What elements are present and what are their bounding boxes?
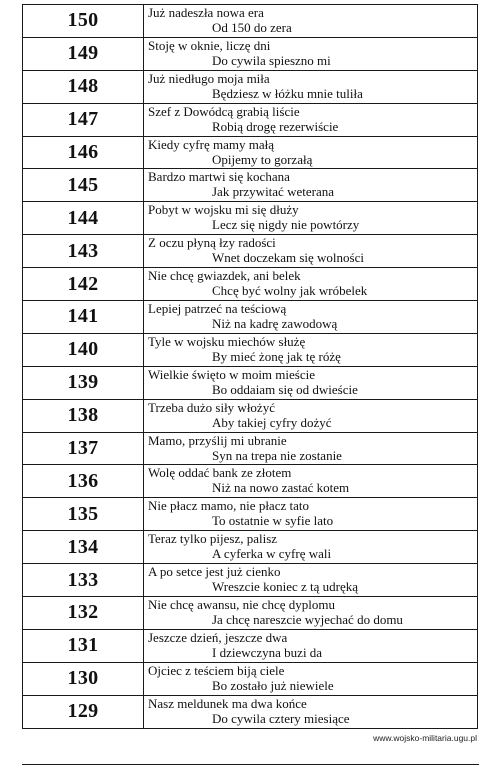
- verse-line-2: Wnet doczekam się wolności: [212, 250, 364, 266]
- verse-line-1: Lepiej patrzeć na teściową: [148, 301, 287, 317]
- verse-cell: [144, 268, 477, 300]
- table-row: [23, 104, 477, 137]
- verse-line-1: Nie chcę awansu, nie chcę dyplomu: [148, 597, 335, 613]
- verse-cell: [144, 597, 477, 629]
- verse-line-1: Ojciec z teściem biją ciele: [148, 662, 285, 678]
- verse-line-2: Aby takiej cyfry dożyć: [212, 414, 332, 430]
- day-number: 146: [23, 137, 144, 169]
- verse-cell: [144, 433, 477, 465]
- verse-line-1: Szef z Dowódcą grabią liście: [148, 103, 300, 119]
- table-row: [23, 38, 477, 71]
- verse-cell: [144, 465, 477, 497]
- table-row: [23, 268, 477, 301]
- verse-line-1: A po setce jest już cienko: [148, 564, 281, 580]
- verse-line-2: Niż na kadrę zawodową: [212, 316, 338, 332]
- day-number: 149: [23, 38, 144, 70]
- table-row: [23, 334, 477, 367]
- verse-line-1: Trzeba dużo siły włożyć: [148, 399, 275, 415]
- verse-line-1: Już niedługo moja miła: [148, 70, 270, 86]
- verse-line-2: I dziewczyna buzi da: [212, 644, 323, 660]
- table-row: [23, 5, 477, 38]
- verse-line-1: Bardzo martwi się kochana: [148, 169, 290, 185]
- verse-line-2: Lecz się nigdy nie powtórzy: [212, 217, 360, 233]
- verse-line-2: Do cywila spieszno mi: [212, 52, 331, 68]
- verse-line-2: Chcę być wolny jak wróbelek: [212, 283, 368, 299]
- verse-line-2: Od 150 do zera: [212, 20, 292, 35]
- countdown-table: [22, 4, 478, 729]
- verse-line-2: Jak przywitać weterana: [212, 184, 334, 200]
- day-number: 129: [23, 696, 144, 728]
- verse-line-2: A cyferka w cyfrę wali: [212, 546, 332, 562]
- table-row: [23, 137, 477, 170]
- verse-cell: [144, 71, 477, 103]
- day-number: 148: [23, 71, 144, 103]
- verse-cell: [144, 334, 477, 366]
- day-number: 134: [23, 531, 144, 563]
- table-row: [23, 597, 477, 630]
- verse-line-2: Wreszcie koniec z tą udręką: [212, 579, 359, 595]
- table-row: [23, 71, 477, 104]
- verse-line-1: Pobyt w wojsku mi się dłuży: [148, 202, 299, 218]
- verse-line-2: Syn na trepa nie zostanie: [212, 447, 342, 463]
- day-number: 138: [23, 400, 144, 432]
- verse-line-1: Mamo, przyślij mi ubranie: [148, 432, 287, 448]
- table-row: [23, 696, 477, 729]
- verse-cell: [144, 38, 477, 70]
- day-number: 142: [23, 268, 144, 300]
- table-row: [23, 301, 477, 334]
- day-number: 150: [23, 5, 144, 37]
- day-number: 135: [23, 498, 144, 530]
- day-number: 147: [23, 104, 144, 136]
- verse-line-1: Stoję w oknie, liczę dni: [148, 37, 271, 53]
- footer-url: www.wojsko-militaria.ugu.pl: [373, 733, 477, 743]
- day-number: 130: [23, 663, 144, 695]
- verse-cell: [144, 564, 477, 596]
- bottom-rule: [22, 764, 479, 765]
- verse-line-1: Kiedy cyfrę mamy małą: [148, 136, 274, 152]
- table-row: [23, 169, 477, 202]
- day-number: 137: [23, 433, 144, 465]
- verse-line-2: Bo zostało już niewiele: [212, 677, 334, 693]
- verse-line-1: Nie płacz mamo, nie płacz tato: [148, 498, 309, 514]
- day-number: 132: [23, 597, 144, 629]
- verse-cell: [144, 235, 477, 267]
- verse-line-1: Nie chcę gwiazdek, ani belek: [148, 268, 301, 284]
- verse-line-1: Wielkie święto w moim mieście: [148, 366, 315, 382]
- day-number: 145: [23, 169, 144, 201]
- verse-line-1: Wolę oddać bank ze złotem: [148, 465, 292, 481]
- verse-cell: [144, 169, 477, 201]
- verse-cell: [144, 301, 477, 333]
- verse-cell: [144, 531, 477, 563]
- verse-line-2: Do cywila cztery miesiące: [212, 710, 350, 726]
- verse-cell: [144, 5, 477, 37]
- verse-line-2: Ja chcę nareszcie wyjechać do domu: [212, 612, 403, 628]
- verse-cell: [144, 498, 477, 530]
- verse-cell: [144, 137, 477, 169]
- verse-cell: [144, 104, 477, 136]
- verse-cell: [144, 367, 477, 399]
- verse-line-1: Jeszcze dzień, jeszcze dwa: [148, 629, 288, 645]
- table-row: [23, 498, 477, 531]
- verse-line-1: Nasz meldunek ma dwa końce: [148, 695, 307, 711]
- day-number: 136: [23, 465, 144, 497]
- verse-cell: [144, 202, 477, 234]
- table-row: [23, 531, 477, 564]
- verse-cell: [144, 400, 477, 432]
- verse-line-2: Opijemy to gorzałą: [212, 151, 313, 167]
- table-row: [23, 465, 477, 498]
- verse-line-2: Będziesz w łóżku mnie tuliła: [212, 85, 363, 101]
- day-number: 133: [23, 564, 144, 596]
- table-row: [23, 202, 477, 235]
- table-row: [23, 433, 477, 466]
- verse-line-1: Już nadeszła nowa era: [148, 5, 264, 20]
- verse-line-2: By mieć żonę jak tę różę: [212, 348, 341, 364]
- day-number: 144: [23, 202, 144, 234]
- verse-line-2: Niż na nowo zastać kotem: [212, 480, 350, 496]
- table-row: [23, 630, 477, 663]
- table-row: [23, 235, 477, 268]
- day-number: 143: [23, 235, 144, 267]
- verse-line-1: Tyle w wojsku miechów służę: [148, 333, 306, 349]
- day-number: 141: [23, 301, 144, 333]
- verse-line-1: Teraz tylko pijesz, palisz: [148, 531, 278, 547]
- verse-cell: [144, 696, 477, 728]
- verse-cell: [144, 663, 477, 695]
- day-number: 131: [23, 630, 144, 662]
- verse-cell: [144, 630, 477, 662]
- day-number: 139: [23, 367, 144, 399]
- table-row: [23, 367, 477, 400]
- day-number: 140: [23, 334, 144, 366]
- table-row: [23, 663, 477, 696]
- verse-line-2: Bo oddaiam się od dwieście: [212, 381, 358, 397]
- verse-line-2: To ostatnie w syfie lato: [212, 513, 334, 529]
- verse-line-2: Robią drogę rezerwiście: [212, 118, 339, 134]
- verse-line-1: Z oczu płyną łzy radości: [148, 235, 276, 251]
- table-row: [23, 564, 477, 597]
- table-row: [23, 400, 477, 433]
